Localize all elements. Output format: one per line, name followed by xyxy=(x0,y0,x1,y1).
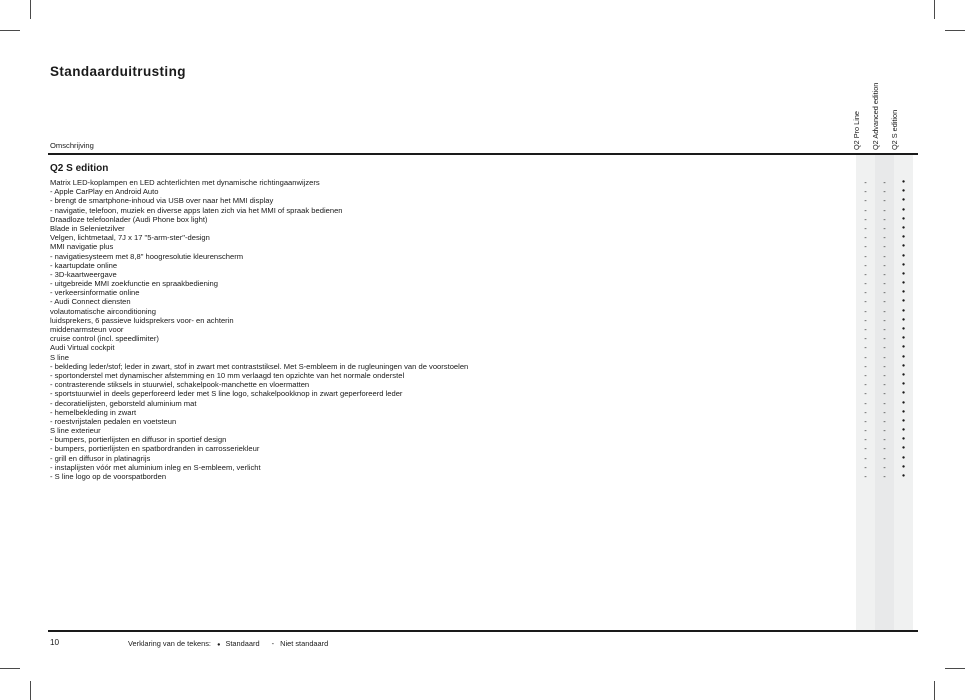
availability-s-edition: ● xyxy=(901,307,906,314)
availability-advanced-edition: - xyxy=(883,251,886,261)
availability-advanced-edition: - xyxy=(883,380,886,390)
column-header-s-edition: Q2 S edition xyxy=(890,109,899,150)
availability-advanced-edition: - xyxy=(883,334,886,344)
feature-label: Velgen, lichtmetaal, 7J x 17 "5-arm-ster"-design xyxy=(50,233,210,243)
availability-pro-line: - xyxy=(864,361,867,371)
table-row xyxy=(48,206,918,215)
availability-s-edition: ● xyxy=(901,215,906,222)
standard-symbol: ● xyxy=(217,642,221,648)
table-row xyxy=(48,389,918,398)
table-row xyxy=(48,288,918,297)
availability-s-edition: ● xyxy=(901,344,906,351)
crop-mark xyxy=(30,0,31,19)
availability-s-edition: ● xyxy=(901,362,906,369)
feature-label: S line exterieur xyxy=(50,426,101,436)
availability-advanced-edition: - xyxy=(883,426,886,436)
availability-advanced-edition: - xyxy=(883,389,886,399)
availability-pro-line: - xyxy=(864,352,867,362)
header-rule xyxy=(48,153,918,155)
availability-advanced-edition: - xyxy=(883,288,886,298)
availability-s-edition: ● xyxy=(901,280,906,287)
feature-label: - sportonderstel met dynamischer afstemming en 10 mm verlaagd ten opzichte van het normale onderstel xyxy=(50,370,405,380)
crop-mark xyxy=(945,30,965,31)
availability-s-edition: ● xyxy=(901,454,906,461)
table-row xyxy=(48,279,918,288)
page-number: 10 xyxy=(50,638,60,647)
availability-s-edition: ● xyxy=(901,243,906,250)
feature-label: middenarmsteun voor xyxy=(50,325,124,334)
availability-pro-line: - xyxy=(864,325,867,334)
standard-label: Standaard xyxy=(225,639,260,648)
table-row xyxy=(48,297,918,306)
availability-pro-line: - xyxy=(864,205,867,215)
availability-pro-line: - xyxy=(864,260,867,270)
not-standard-symbol: - xyxy=(271,639,275,648)
feature-label: - 3D-kaartweergave xyxy=(50,269,117,279)
availability-s-edition: ● xyxy=(901,473,906,479)
table-row xyxy=(48,454,918,463)
feature-label: - bumpers, portierlijsten en diffusor in sportief design xyxy=(50,435,227,445)
description-column-header: Omschrijving xyxy=(50,141,94,150)
availability-pro-line: - xyxy=(864,398,867,408)
availability-pro-line: - xyxy=(864,214,867,224)
availability-advanced-edition: - xyxy=(883,223,886,233)
crop-mark xyxy=(0,30,20,31)
availability-pro-line: - xyxy=(864,334,867,344)
availability-pro-line: - xyxy=(864,343,867,353)
feature-label: - instaplijsten vóór met aluminium inleg en S-embleem, verlicht xyxy=(50,462,261,472)
availability-s-edition: ● xyxy=(901,298,906,305)
feature-label: S line xyxy=(50,352,69,362)
availability-s-edition: ● xyxy=(901,252,906,259)
availability-pro-line: - xyxy=(864,306,867,316)
feature-label: - uitgebreide MMI zoekfunctie en spraakbediening xyxy=(50,279,219,289)
availability-s-edition: ● xyxy=(901,417,906,424)
crop-mark xyxy=(945,668,965,669)
feature-label: luidsprekers, 6 passieve luidsprekers voor- en achterin xyxy=(50,315,234,325)
availability-advanced-edition: - xyxy=(883,462,886,472)
availability-s-edition: ● xyxy=(901,436,906,443)
table-row xyxy=(48,233,918,242)
availability-pro-line: - xyxy=(864,279,867,289)
table-row xyxy=(48,353,918,362)
crop-mark xyxy=(0,668,20,669)
availability-pro-line: - xyxy=(864,407,867,417)
table-row xyxy=(48,224,918,233)
feature-label: Blade in Selenietzilver xyxy=(50,223,125,233)
availability-s-edition: ● xyxy=(901,463,906,470)
availability-pro-line: - xyxy=(864,196,867,206)
availability-advanced-edition: - xyxy=(883,214,886,224)
table-row xyxy=(48,371,918,380)
legend xyxy=(128,639,332,648)
table-row xyxy=(48,435,918,444)
availability-advanced-edition: - xyxy=(883,269,886,279)
availability-pro-line: - xyxy=(864,370,867,380)
feature-label: - bekleding leder/stof; leder in zwart, stof in zwart met contraststiksel. Met S-embleem in de rugleuningen van de voorstoelen xyxy=(50,361,469,371)
availability-advanced-edition: - xyxy=(883,205,886,215)
column-header-pro-line: Q2 Pro Line xyxy=(852,111,861,150)
table-row xyxy=(48,178,918,187)
section-title: Q2 S edition xyxy=(50,163,109,174)
feature-label: - navigatiesysteem met 8,8" hoogresolutie kleurenscherm xyxy=(50,251,244,261)
availability-pro-line: - xyxy=(864,453,867,463)
feature-label: - Audi Connect diensten xyxy=(50,297,131,307)
feature-label: Draadloze telefoonlader (Audi Phone box light) xyxy=(50,214,208,224)
feature-label: Audi Virtual cockpit xyxy=(50,343,115,353)
availability-s-edition: ● xyxy=(901,206,906,213)
table-row xyxy=(48,325,918,334)
availability-s-edition: ● xyxy=(901,261,906,268)
availability-advanced-edition: - xyxy=(883,370,886,380)
availability-pro-line: - xyxy=(864,242,867,252)
availability-advanced-edition: - xyxy=(883,187,886,197)
feature-label: - Apple CarPlay en Android Auto xyxy=(50,187,159,197)
table-row xyxy=(48,252,918,261)
feature-label: - sportstuurwiel in deels geperforeerd leder met S line logo, schakelpookknop in zwart geperforeerd leder xyxy=(50,389,403,399)
availability-s-edition: ● xyxy=(901,390,906,397)
availability-advanced-edition: - xyxy=(883,306,886,316)
availability-advanced-edition: - xyxy=(883,315,886,325)
table-row xyxy=(48,270,918,279)
availability-pro-line: - xyxy=(864,416,867,426)
table-row xyxy=(48,334,918,343)
table-row xyxy=(48,187,918,196)
crop-mark xyxy=(934,0,935,19)
availability-advanced-edition: - xyxy=(883,435,886,445)
equipment-table xyxy=(48,178,918,481)
availability-s-edition: ● xyxy=(901,427,906,434)
availability-advanced-edition: - xyxy=(883,352,886,362)
table-row xyxy=(48,261,918,270)
table-row xyxy=(48,316,918,325)
availability-advanced-edition: - xyxy=(883,472,886,481)
availability-advanced-edition: - xyxy=(883,242,886,252)
availability-s-edition: ● xyxy=(901,381,906,388)
crop-mark xyxy=(30,681,31,700)
availability-pro-line: - xyxy=(864,233,867,243)
availability-pro-line: - xyxy=(864,315,867,325)
table-row xyxy=(48,444,918,453)
availability-pro-line: - xyxy=(864,187,867,197)
column-header-advanced-edition: Q2 Advanced edition xyxy=(871,82,880,150)
table-row xyxy=(48,215,918,224)
availability-s-edition: ● xyxy=(901,289,906,296)
feature-label: - bumpers, portierlijsten en spatbordranden in carrosseriekleur xyxy=(50,444,260,454)
availability-s-edition: ● xyxy=(901,270,906,277)
page-title: Standaarduitrusting xyxy=(50,64,186,79)
feature-label: - roestvrijstalen pedalen en voetsteun xyxy=(50,416,177,426)
availability-s-edition: ● xyxy=(901,316,906,323)
table-row xyxy=(48,426,918,435)
availability-pro-line: - xyxy=(864,223,867,233)
availability-s-edition: ● xyxy=(901,188,906,195)
availability-advanced-edition: - xyxy=(883,453,886,463)
availability-s-edition: ● xyxy=(901,335,906,342)
table-row xyxy=(48,399,918,408)
table-row xyxy=(48,380,918,389)
availability-advanced-edition: - xyxy=(883,407,886,417)
feature-label: - decoratielijsten, geborsteld aluminium mat xyxy=(50,398,197,408)
availability-s-edition: ● xyxy=(901,179,906,185)
availability-advanced-edition: - xyxy=(883,416,886,426)
feature-label: - brengt de smartphone-inhoud via USB over naar het MMI display xyxy=(50,196,274,206)
availability-pro-line: - xyxy=(864,251,867,261)
availability-pro-line: - xyxy=(864,435,867,445)
feature-label: - kaartupdate online xyxy=(50,260,118,270)
availability-advanced-edition: - xyxy=(883,361,886,371)
feature-label: MMI navigatie plus xyxy=(50,242,114,252)
availability-pro-line: - xyxy=(864,462,867,472)
table-row xyxy=(48,307,918,316)
crop-mark xyxy=(934,681,935,700)
availability-advanced-edition: - xyxy=(883,178,886,187)
availability-s-edition: ● xyxy=(901,224,906,231)
table-row xyxy=(48,408,918,417)
availability-advanced-edition: - xyxy=(883,297,886,307)
feature-label: Matrix LED-koplampen en LED achterlichten met dynamische richtingaanwijzers xyxy=(50,178,320,187)
availability-s-edition: ● xyxy=(901,408,906,415)
availability-s-edition: ● xyxy=(901,399,906,406)
not-standard-label: Niet standaard xyxy=(280,639,329,648)
feature-label: - S line logo op de voorspatborden xyxy=(50,472,167,481)
table-row xyxy=(48,242,918,251)
availability-advanced-edition: - xyxy=(883,196,886,206)
availability-advanced-edition: - xyxy=(883,279,886,289)
availability-pro-line: - xyxy=(864,269,867,279)
availability-pro-line: - xyxy=(864,178,867,187)
availability-s-edition: ● xyxy=(901,353,906,360)
availability-advanced-edition: - xyxy=(883,343,886,353)
feature-label: volautomatische airconditioning xyxy=(50,306,156,316)
availability-pro-line: - xyxy=(864,426,867,436)
table-row xyxy=(48,417,918,426)
feature-label: - hemelbekleding in zwart xyxy=(50,407,137,417)
table-row xyxy=(48,343,918,352)
availability-advanced-edition: - xyxy=(883,325,886,334)
availability-advanced-edition: - xyxy=(883,260,886,270)
availability-advanced-edition: - xyxy=(883,233,886,243)
feature-label: - grill en diffusor in platinagrijs xyxy=(50,453,151,463)
feature-label: cruise control (incl. speedlimiter) xyxy=(50,334,159,344)
availability-pro-line: - xyxy=(864,444,867,454)
table-row xyxy=(48,463,918,472)
availability-s-edition: ● xyxy=(901,371,906,378)
availability-pro-line: - xyxy=(864,389,867,399)
table-row xyxy=(48,362,918,371)
table-row xyxy=(48,472,918,481)
availability-pro-line: - xyxy=(864,380,867,390)
availability-advanced-edition: - xyxy=(883,398,886,408)
footer-rule xyxy=(48,630,918,632)
feature-label: - verkeersinformatie online xyxy=(50,288,140,298)
availability-s-edition: ● xyxy=(901,326,906,332)
availability-pro-line: - xyxy=(864,472,867,481)
availability-s-edition: ● xyxy=(901,197,906,204)
availability-s-edition: ● xyxy=(901,234,906,241)
availability-pro-line: - xyxy=(864,288,867,298)
feature-label: - contrasterende stiksels in stuurwiel, schakelpook-manchette en vloermatten xyxy=(50,380,310,390)
feature-label: - navigatie, telefoon, muziek en diverse apps laten zich via het MMI of spraak bedienen xyxy=(50,205,343,215)
availability-pro-line: - xyxy=(864,297,867,307)
legend-label: Verklaring van de tekens: xyxy=(128,639,211,648)
availability-advanced-edition: - xyxy=(883,444,886,454)
availability-s-edition: ● xyxy=(901,445,906,452)
table-row xyxy=(48,196,918,205)
